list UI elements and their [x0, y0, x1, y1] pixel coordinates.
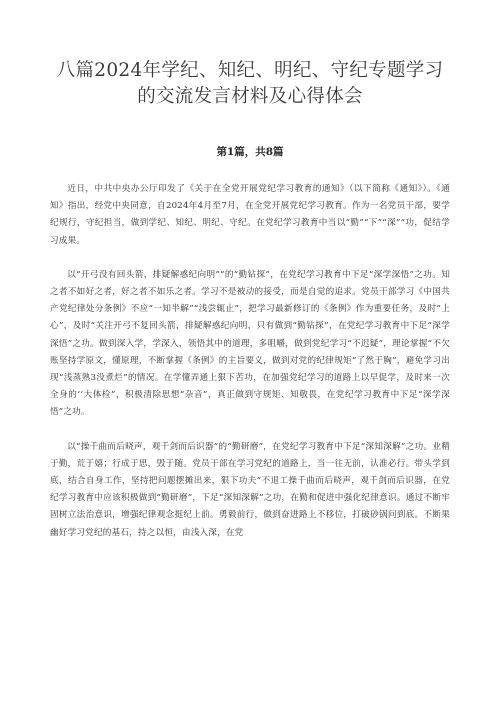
- paragraph-2: 以“开弓没有回头箭，排疑解惑纪向明”“的“勤钻探”，在党纪学习教育中下足“深学深悟”之功。知之者不如好之者，好之者不如乐之者。学习不是被动的接受，而是自觉的追求。党员干部学习《中国共产党纪律处分条例》不应“一知半解”“浅尝辄止”，把学习最新修订的《条例》作为重要任务，及时“上心”，及时“关注开弓不复回头箭，排疑解惑纪向明，只有做到“勤钻探”，在党纪学习教育中下足“深学深悟”之功。做到深入学，学深入，领悟其中的道理，多咀嚼，做到党纪学习“不迟疑”，理论掌握“不欠账坚持学原文，懂原理，不断掌握《条例》的主旨要义，做到对党的纪律规矩“了然于胸”，避免学习出现“浅蒸熟3没煮烂”的情况。在学懂弄通上狠下苦功，在加强党纪学习的道路上以早促学，及时来一次全身的‘‘大体检”，积极清除思想“杂音”，真正做到守规矩、知敬畏，在党纪学习教育中下足“深学深悟”之功。: [50, 269, 450, 418]
- document-title: 八篇2024年学纪、知纪、明纪、守纪专题学习的交流发言材料及心得体会: [56, 60, 444, 107]
- paragraph-1: 近日，中共中央办公厅印发了《关于在全党开展党纪学习教育的通知》（以下简称《通知》）。《通知》指出，经党中央同意，自2024年4月至7月，在全党开展党纪学习教育。作为一名党员干部，要学纪规行，守纪担当，做到学纪、知纪、明纪、守纪。在党纪学习教育中当以“勤”“下”“深”“功，促结学习成果。: [50, 184, 450, 246]
- paragraph-3: 以“操千曲而后晓声，观千剑而后识器”的“勤研磨”，在党纪学习教育中下足“深知深解”之功。业精于勤，荒于嬉；行成于思，毁于随。党员干部在学习党纪的道路上，当一往无前，认准必行。带头学到底，结合自身工作，坚持把问题摆摊出来，狠下功夫“不退工操千曲而后晓声，观千剑而后识器，在党纪学习教育中应该积极做到“勤研磨”，下足“深知深解”之功，在勤和促进中强化纪律意识。通过不断牢固树立法治意识，增强纪律观念挺纪上前。勇毅前行，做到奋进路上不移位，打破砂锅问到底。不断果幽好学习党纪的基石，持之以恒，由浅入深，在党: [50, 441, 450, 538]
- section-heading: 第1篇，共8篇: [216, 146, 284, 158]
